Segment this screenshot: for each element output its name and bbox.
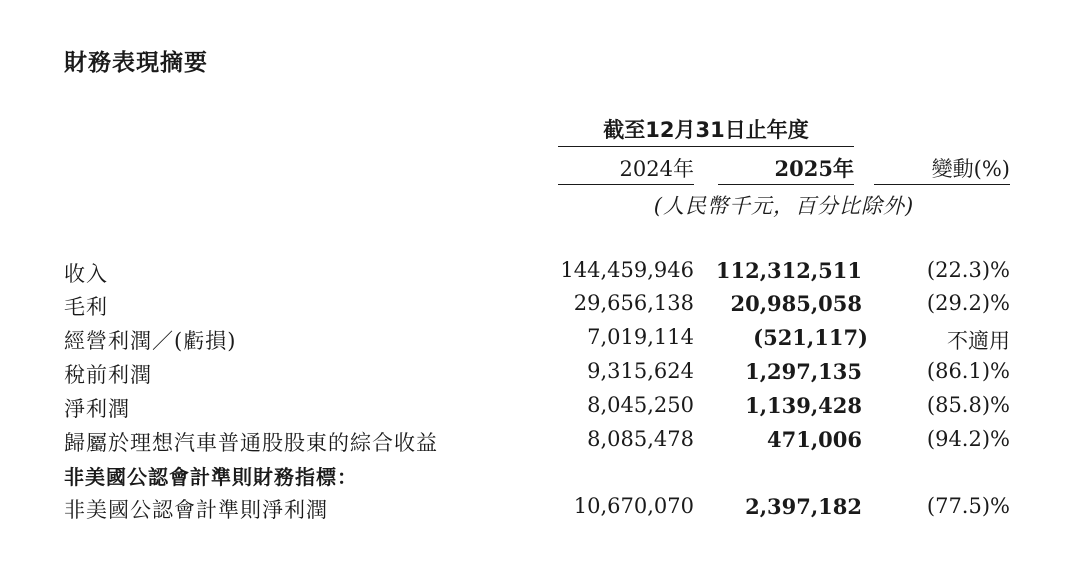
value-2024: 29,656,138 [573,291,694,315]
period-header: 截至12月31日止年度 [603,118,809,142]
row-label: 非美國公認會計準則淨利潤 [64,498,328,522]
value-change: 不適用 [947,329,1010,353]
value-2025: 20,985,058 [730,291,862,316]
column-underline-2025 [718,184,854,185]
value-change: (22.3)% [926,258,1010,282]
column-header-change: 變動(%) [931,157,1010,181]
section-heading-row [0,461,1080,493]
value-2024: 8,085,478 [587,427,694,451]
column-underline-2024 [558,184,694,185]
value-2024: 144,459,946 [560,258,694,282]
column-header-2025: 2025年 [774,156,854,181]
value-2024: 9,315,624 [587,359,694,383]
table-row [0,258,1080,290]
value-2024: 8,045,250 [587,393,694,417]
column-header-2024: 2024年 [619,157,694,181]
table-row [0,393,1080,425]
row-label: 稅前利潤 [64,363,152,387]
value-change: (77.5)% [926,494,1010,518]
value-change: (85.8)% [926,393,1010,417]
value-2025: 2,397,182 [745,494,862,519]
value-2025: (521,117) [753,325,868,350]
value-2024: 7,019,114 [587,325,694,349]
value-2025: 112,312,511 [715,258,862,283]
table-row [0,325,1080,357]
value-change: (29.2)% [926,291,1010,315]
value-change: (94.2)% [926,427,1010,451]
table-row [0,494,1080,526]
row-label: 毛利 [64,295,108,319]
column-underline-change [874,184,1010,185]
page-title: 財務表現摘要 [64,50,208,76]
row-label: 收入 [64,262,108,286]
table-row [0,359,1080,391]
table-row [0,427,1080,459]
section-heading: 非美國公認會計準則財務指標： [64,465,358,489]
value-2025: 471,006 [767,427,862,452]
unit-note: (人民幣千元，百分比除外) [653,194,915,218]
table-row [0,291,1080,323]
row-label: 淨利潤 [64,397,130,421]
value-2025: 1,139,428 [745,393,862,418]
period-underline [558,146,854,147]
value-2025: 1,297,135 [745,359,862,384]
value-2024: 10,670,070 [573,494,694,518]
row-label: 歸屬於理想汽車普通股股東的綜合收益 [64,431,438,455]
row-label: 經營利潤／(虧損) [64,329,237,353]
value-change: (86.1)% [926,359,1010,383]
